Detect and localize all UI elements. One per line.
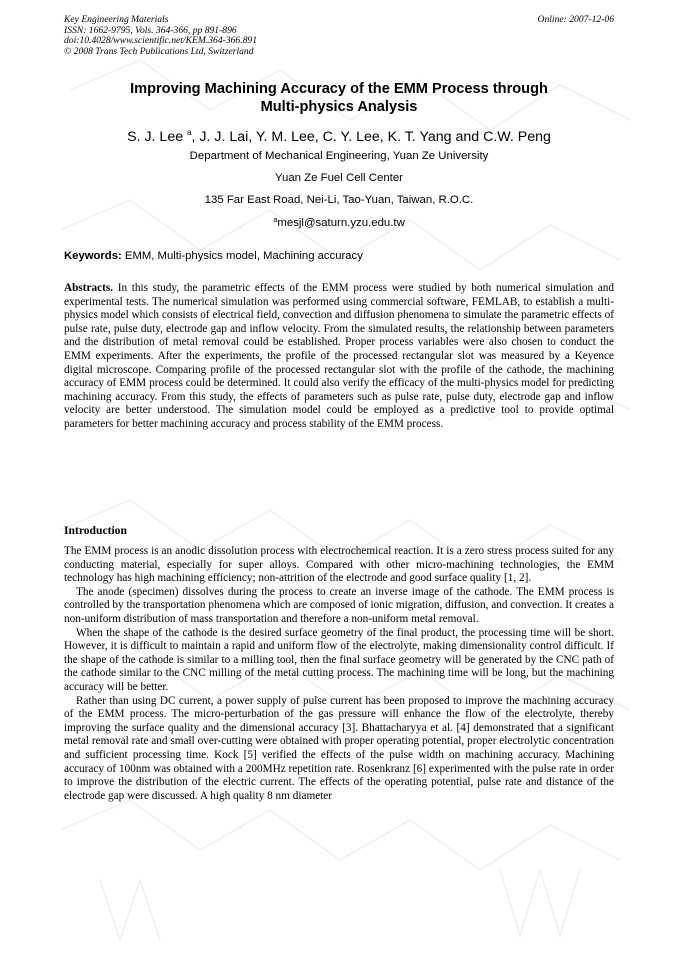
doi-line: doi:10.4028/www.scientific.net/KEM.364-366.891 [64, 35, 258, 47]
intro-paragraph-2: The anode (specimen) dissolves during the process to create an inverse image of the cathode. The EMM process is controlled by the transportation phenomena which are composed of ionic migration, diffusion, and convection. It creates a non-uniform distribution of mass transportation and therefore a non-uniform metal removal. [64, 585, 614, 625]
keywords-label: Keywords: [64, 250, 122, 262]
author-email [40, 213, 638, 230]
introduction-body [64, 545, 614, 803]
paper-title [64, 80, 614, 116]
title-line-1: Improving Machining Accuracy of the EMM Process through [130, 81, 548, 97]
journal-name: Key Engineering Materials [64, 14, 169, 25]
intro-paragraph-1: The EMM process is an anodic dissolution process with electrochemical reaction. It is a zero stress process suited for any conducting material, especially for super alloys. Compared with other micro-machining technologies, the EMM technology has high machining efficiency; non-attrition of the electrode and good surface quality [1, 2]. [64, 545, 614, 585]
affiliation-center: Yuan Ze Fuel Cell Center [275, 172, 403, 184]
keywords [64, 249, 614, 263]
affiliation-address: 135 Far East Road, Nei-Li, Tao-Yuan, Taiwan, R.O.C. [204, 194, 474, 206]
abstract-text: In this study, the parametric effects of the EMM process were studied by both numerical simulation and experimental tests. The numerical simulation was performed using commercial software, FEMLAB, to establish a multi-physics model which consists of electrical field, convection and diffusion phenomena to simulate the parametric effects of pulse rate, pulse duty, electrode gap and inflow velocity. From the simulated results, the relationship between parameters and the distribution of metal removal could be established. Proper process variables were also chosen to conduct the EMM experiments. After the experiments, the profile of the processed rectangular slot was measured by a Keyence digital microscope. Comparing profile of the processed rectangular slot with the profile of the cathode, the machining accuracy of EMM process could be determined. It could also verify the efficacy of the multi-physics model for predicting machining accuracy. From this study, the effects of parameters such as pulse rate, pulse duty, electrode gap and inflow velocity are better understood. The simulation model could be employed as a predictive tool to provide optimal parameters for better machining accuracy and process stability of the EMM process. [64, 282, 614, 430]
email-address: mesjl@saturn.yzu.edu.tw [277, 217, 405, 229]
other-authors: , J. J. Lai, Y. M. Lee, C. Y. Lee, K. T. Yang and C.W. Peng [191, 129, 551, 145]
author-superscript: a [187, 128, 192, 137]
affiliation-department: Department of Mechanical Engineering, Yuan Ze University [189, 150, 489, 162]
email-superscript: a [273, 215, 278, 224]
title-line-2: Multi-physics Analysis [260, 99, 418, 115]
issn-line: ISSN: 1662-9795, Vols. 364-366, pp 891-896 [64, 24, 237, 36]
abstract-label: Abstracts. [64, 282, 114, 294]
intro-paragraph-4: Rather than using DC current, a power supply of pulse current has been proposed to improve the machining accuracy of the EMM process. The micro-perturbation of the gas pressure will enhance the flow of the electrolyte, thereby improving the surface quality and the dimensional accuracy [3]. Bhattacharyya et al. [4] demonstrated that a significant metal removal rate and small over-cutting were obtained with proper operating potential, proper electrolytic concentration and sufficient processing time. Kock [5] verified the effects of the pulse width on machining accuracy. Machining accuracy of 100nm was obtained with a 200MHz repetition rate. Rosenkranz [6] experimented with the pulse rate in order to improve the distribution of the electric current. The effects of the operating potential, pulse rate and distance of the electrode gap were discussed. A high quality 8 nm diameter [64, 694, 614, 802]
journal-header [64, 15, 614, 57]
intro-paragraph-3: When the shape of the cathode is the desired surface geometry of the final product, the processing time will be short. However, it is difficult to maintain a rapid and uniform flow of the electrolyte, making dimensionality control difficult. If the shape of the cathode is similar to a milling tool, then the final surface geometry will be generated by the CNC path of the cathode similar to the CNC milling of the metal cutting process. The machining time will be long, but the machining accuracy will be better. [64, 626, 614, 693]
copyright-line: © 2008 Trans Tech Publications Ltd, Switzerland [64, 45, 254, 57]
first-author: S. J. Lee [127, 129, 184, 145]
author-list [40, 124, 638, 146]
abstract [64, 282, 614, 432]
keywords-text: EMM, Multi-physics model, Machining accuracy [121, 250, 363, 262]
section-heading-introduction: Introduction [64, 524, 127, 537]
online-date: Online: 2007-12-06 [537, 14, 614, 25]
